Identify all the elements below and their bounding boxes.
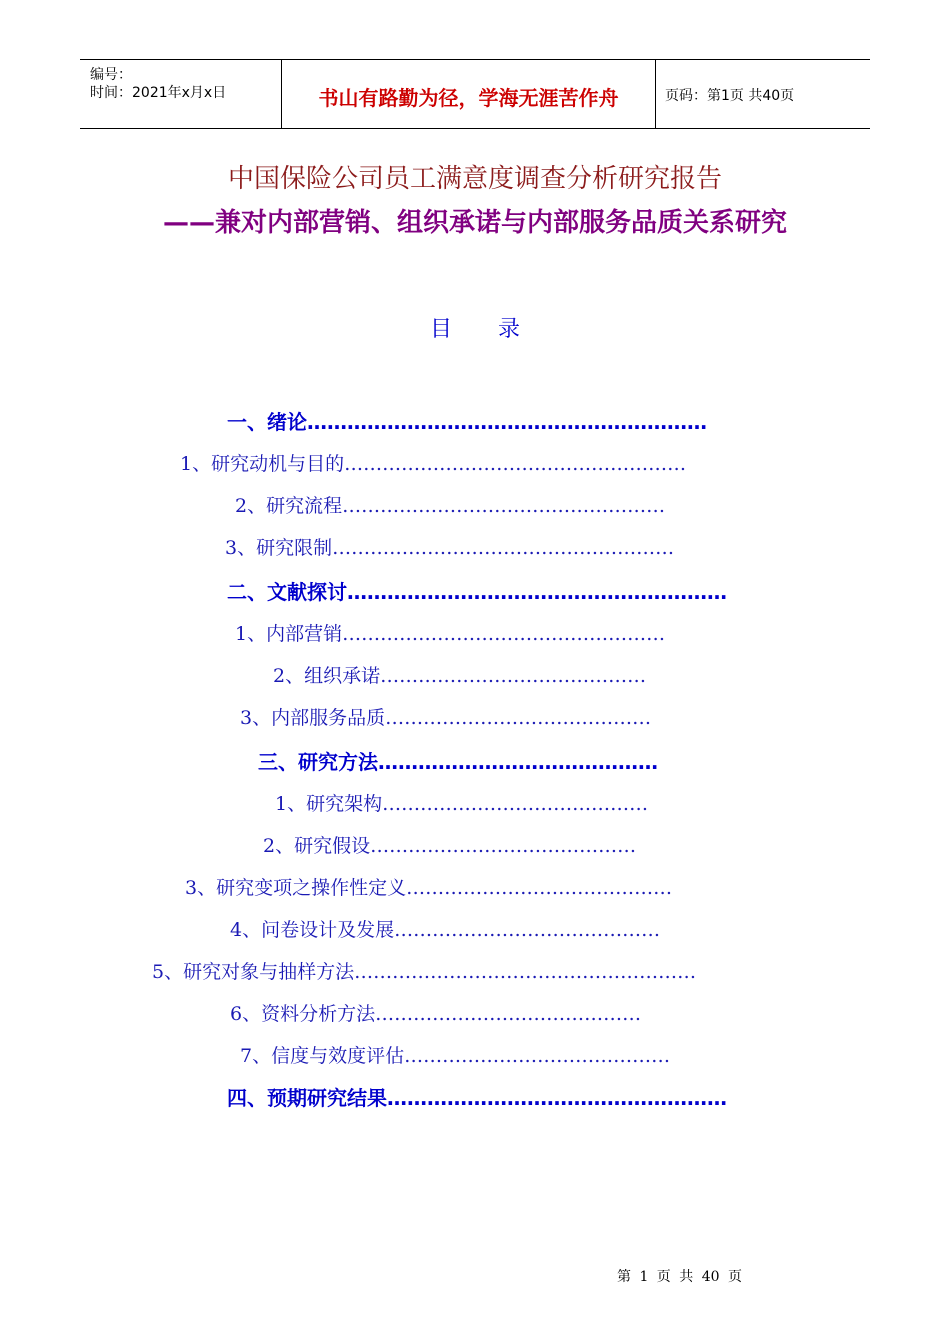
time-label: 时间：2021年x月x日: [90, 85, 227, 101]
serial-label: 编号：: [90, 67, 132, 83]
page-code: 页码：第1页 共40页: [665, 88, 795, 104]
header-page-cell: [655, 60, 870, 128]
toc-item[interactable]: 2、研究流程……………………………………………: [235, 495, 666, 517]
toc-item[interactable]: 1、内部营销……………………………………………: [235, 623, 666, 645]
toc-item[interactable]: 2、组织承诺……………………………………: [273, 665, 647, 687]
header-meta-cell: [80, 60, 281, 128]
toc-item[interactable]: 6、资料分析方法……………………………………: [230, 1003, 642, 1025]
toc-item[interactable]: 四、预期研究结果……………………………………………: [227, 1086, 727, 1110]
toc-item[interactable]: 1、研究动机与目的………………………………………………: [180, 453, 687, 475]
toc-item[interactable]: 4、问卷设计及发展……………………………………: [230, 919, 661, 941]
page-footer: 第 1 页 共 40 页: [617, 1269, 742, 1285]
document-subtitle: ——兼对内部营销、组织承诺与内部服务品质关系研究: [162, 208, 787, 238]
header-motto-cell: [281, 60, 656, 128]
toc-item[interactable]: 3、内部服务品质……………………………………: [240, 707, 652, 729]
toc-item[interactable]: 1、研究架构……………………………………: [275, 793, 649, 815]
toc-item[interactable]: 二、文献探讨…………………………………………………: [227, 580, 727, 604]
document-title: 中国保险公司员工满意度调查分析研究报告: [227, 164, 722, 194]
toc-item[interactable]: 3、研究变项之操作性定义……………………………………: [185, 877, 673, 899]
toc-item[interactable]: 一、绪论……………………………………………………: [227, 410, 707, 434]
toc-item[interactable]: 3、研究限制………………………………………………: [225, 537, 675, 559]
motto: 书山有路勤为径，学海无涯苦作舟: [318, 86, 619, 110]
toc-item[interactable]: 5、研究对象与抽样方法………………………………………………: [152, 961, 697, 983]
toc-item[interactable]: 三、研究方法……………………………………: [258, 750, 658, 774]
toc-heading: 目录: [429, 317, 566, 342]
header-table: [80, 59, 870, 129]
toc-item[interactable]: 2、研究假设……………………………………: [263, 835, 637, 857]
toc-item[interactable]: 7、信度与效度评估……………………………………: [240, 1045, 671, 1067]
